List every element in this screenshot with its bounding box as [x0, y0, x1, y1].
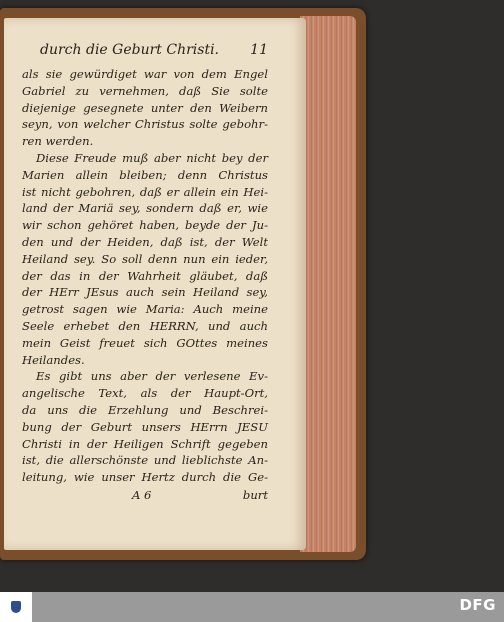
text-line: seyn, von welcher Christus solte gebohr-	[22, 117, 268, 132]
text-line: Diese Freude muß aber nicht bey der	[36, 150, 268, 165]
text-line: angelische Text, als der Haupt-Ort,	[22, 386, 268, 401]
page-edges	[300, 16, 356, 552]
text-line: ist nicht gebohren, daß er allein ein Hei-	[22, 184, 268, 199]
text-line: land der Mariä sey, sondern daß er, wie	[22, 201, 268, 216]
text-line: Gabriel zu vernehmen, daß Sie solte	[22, 83, 268, 98]
text-line: Marien allein bleiben; denn Christus	[22, 167, 268, 182]
text-line: wir schon gehöret haben, beyde der Ju-	[22, 218, 268, 233]
university-library-emblem-icon[interactable]	[0, 592, 32, 622]
page-number: 11	[250, 42, 268, 58]
dfg-logo[interactable]: DFG	[459, 596, 496, 614]
text-line: Heiland sey. So soll denn nun ein ieder,	[22, 251, 268, 266]
book-page	[4, 18, 306, 550]
text-line: mein Geist freuet sich GOttes meines	[22, 335, 268, 350]
catchword: burt	[242, 487, 268, 502]
text-line: Heilandes.	[22, 352, 85, 367]
text-line: der das in der Wahrheit gläubet, daß	[22, 268, 268, 283]
text-line: diejenige gesegnete unter den Weibern	[22, 100, 268, 115]
text-line: den und der Heiden, daß ist, der Welt	[22, 234, 268, 249]
text-line: als sie gewürdiget war von dem Engel	[22, 67, 268, 81]
text-line: ren werden.	[22, 134, 94, 149]
body-text	[22, 66, 268, 486]
text-line: Es gibt uns aber der verlesene Ev-	[36, 369, 268, 384]
text-line: Christi in der Heiligen Schrift gegeben	[22, 436, 268, 451]
emblem-shield-icon	[11, 601, 21, 613]
text-line: ist, die allerschönste und lieblichste An-	[22, 453, 268, 468]
running-head	[22, 42, 268, 58]
text-line: leitung, wie unser Hertz durch die Ge-	[22, 470, 268, 485]
text-line: Seele erhebet den HERRN, und auch	[22, 318, 268, 333]
text-line: bung der Geburt unsers HErrn JESU	[22, 419, 268, 434]
running-head-title: durch die Geburt Christi.	[40, 42, 220, 58]
text-block	[22, 42, 268, 502]
page-footer	[22, 488, 268, 502]
signature-mark: A 6	[132, 487, 152, 502]
text-line: der HErr JEsus auch sein Heiland sey,	[22, 285, 268, 300]
text-line: da uns die Erzehlung und Beschrei-	[22, 402, 268, 417]
text-line: getrost sagen wie Maria: Auch meine	[22, 302, 268, 317]
viewer-footer-bar	[0, 592, 504, 622]
